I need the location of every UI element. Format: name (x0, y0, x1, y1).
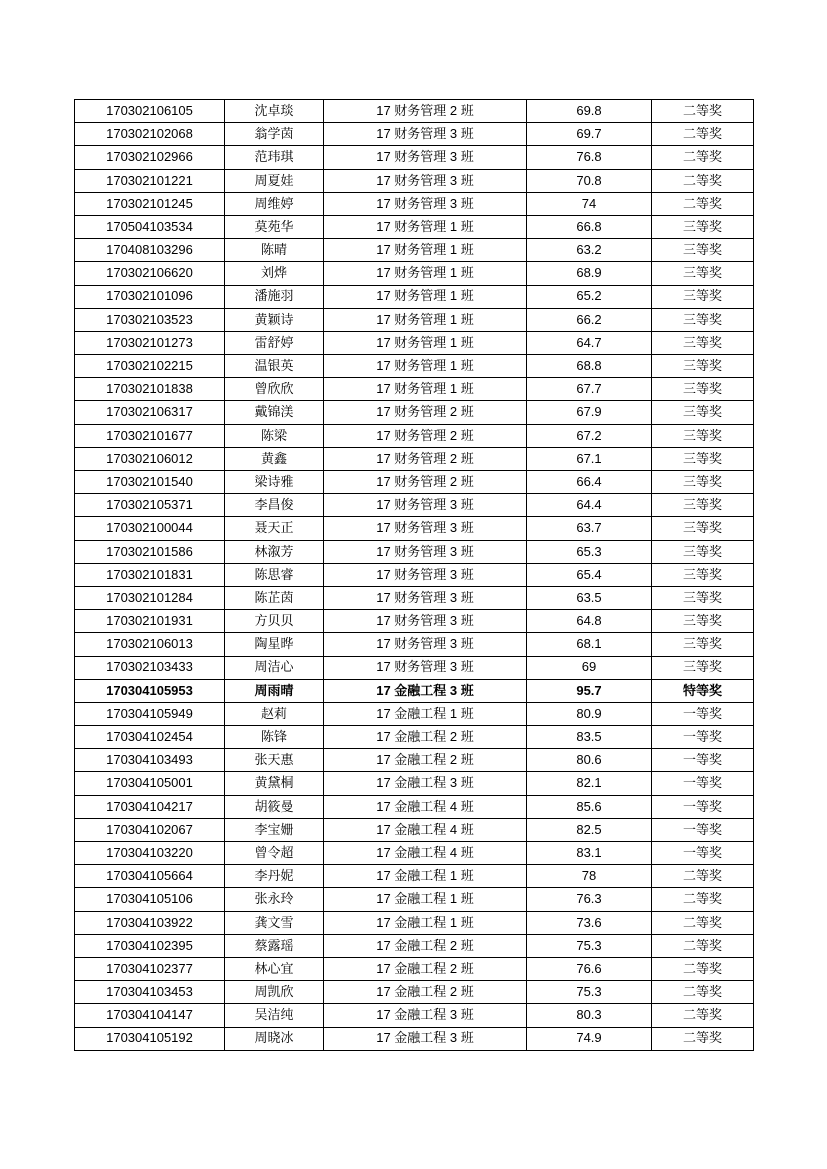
table-row (75, 842, 754, 865)
table-row (75, 308, 754, 331)
cell-student-id: 170302101245 (75, 192, 225, 215)
cell-award-level: 二等奖 (652, 911, 754, 934)
cell-award-level: 三等奖 (652, 401, 754, 424)
cell-award-level: 二等奖 (652, 934, 754, 957)
cell-score: 69.7 (527, 123, 652, 146)
cell-student-name: 梁诗雅 (225, 471, 324, 494)
table-row (75, 378, 754, 401)
cell-score: 68.9 (527, 262, 652, 285)
cell-student-name: 李宝姗 (225, 818, 324, 841)
cell-score: 66.2 (527, 308, 652, 331)
cell-score: 68.1 (527, 633, 652, 656)
cell-class-name: 17 金融工程 4 班 (324, 842, 527, 865)
cell-score: 75.3 (527, 981, 652, 1004)
cell-award-level: 特等奖 (652, 679, 754, 702)
cell-class-name: 17 财务管理 3 班 (324, 123, 527, 146)
cell-student-name: 林心宜 (225, 957, 324, 980)
cell-student-name: 陶星晔 (225, 633, 324, 656)
cell-student-name: 莫苑华 (225, 215, 324, 238)
cell-class-name: 17 财务管理 1 班 (324, 355, 527, 378)
cell-class-name: 17 金融工程 1 班 (324, 888, 527, 911)
table-row (75, 586, 754, 609)
cell-award-level: 一等奖 (652, 818, 754, 841)
table-row (75, 285, 754, 308)
cell-score: 74.9 (527, 1027, 652, 1050)
table-row (75, 656, 754, 679)
table-row (75, 888, 754, 911)
cell-award-level: 三等奖 (652, 656, 754, 679)
cell-award-level: 三等奖 (652, 563, 754, 586)
cell-award-level: 二等奖 (652, 888, 754, 911)
cell-student-id: 170302101284 (75, 586, 225, 609)
cell-student-name: 黄颖诗 (225, 308, 324, 331)
cell-class-name: 17 财务管理 3 班 (324, 192, 527, 215)
cell-class-name: 17 财务管理 1 班 (324, 378, 527, 401)
cell-award-level: 三等奖 (652, 471, 754, 494)
cell-score: 76.3 (527, 888, 652, 911)
cell-class-name: 17 财务管理 2 班 (324, 424, 527, 447)
table-row (75, 215, 754, 238)
cell-class-name: 17 金融工程 2 班 (324, 726, 527, 749)
cell-award-level: 二等奖 (652, 192, 754, 215)
cell-award-level: 一等奖 (652, 726, 754, 749)
cell-student-id: 170302102068 (75, 123, 225, 146)
table-row (75, 471, 754, 494)
table-row (75, 424, 754, 447)
table-row (75, 331, 754, 354)
cell-student-name: 周晓冰 (225, 1027, 324, 1050)
cell-student-name: 范玮琪 (225, 146, 324, 169)
cell-student-name: 陈思睿 (225, 563, 324, 586)
cell-student-name: 陈梁 (225, 424, 324, 447)
table-row (75, 865, 754, 888)
cell-award-level: 一等奖 (652, 772, 754, 795)
cell-score: 65.2 (527, 285, 652, 308)
cell-class-name: 17 财务管理 2 班 (324, 471, 527, 494)
cell-student-name: 曾欣欣 (225, 378, 324, 401)
table-row (75, 517, 754, 540)
cell-student-name: 方贝贝 (225, 610, 324, 633)
cell-award-level: 二等奖 (652, 1027, 754, 1050)
cell-student-name: 蔡露瑶 (225, 934, 324, 957)
cell-student-name: 翁学茵 (225, 123, 324, 146)
cell-student-id: 170504103534 (75, 215, 225, 238)
cell-class-name: 17 金融工程 3 班 (324, 772, 527, 795)
cell-score: 70.8 (527, 169, 652, 192)
table-row (75, 100, 754, 123)
table-row (75, 169, 754, 192)
cell-student-id: 170304103922 (75, 911, 225, 934)
table-row (75, 911, 754, 934)
cell-score: 65.3 (527, 540, 652, 563)
cell-score: 80.3 (527, 1004, 652, 1027)
cell-student-id: 170302106620 (75, 262, 225, 285)
cell-score: 78 (527, 865, 652, 888)
cell-student-id: 170302103433 (75, 656, 225, 679)
cell-student-name: 戴锦渼 (225, 401, 324, 424)
cell-score: 69 (527, 656, 652, 679)
cell-score: 73.6 (527, 911, 652, 934)
cell-score: 66.8 (527, 215, 652, 238)
cell-student-id: 170304103220 (75, 842, 225, 865)
table-row (75, 192, 754, 215)
cell-award-level: 一等奖 (652, 795, 754, 818)
cell-class-name: 17 财务管理 1 班 (324, 239, 527, 262)
cell-student-id: 170302106012 (75, 447, 225, 470)
cell-student-id: 170302101838 (75, 378, 225, 401)
cell-student-id: 170304105192 (75, 1027, 225, 1050)
cell-class-name: 17 财务管理 1 班 (324, 331, 527, 354)
cell-score: 74 (527, 192, 652, 215)
cell-student-id: 170302106105 (75, 100, 225, 123)
cell-student-id: 170302105371 (75, 494, 225, 517)
cell-class-name: 17 金融工程 3 班 (324, 1027, 527, 1050)
cell-student-name: 陈锋 (225, 726, 324, 749)
cell-student-id: 170304104147 (75, 1004, 225, 1027)
cell-award-level: 三等奖 (652, 610, 754, 633)
cell-score: 66.4 (527, 471, 652, 494)
cell-class-name: 17 财务管理 2 班 (324, 401, 527, 424)
cell-class-name: 17 财务管理 3 班 (324, 656, 527, 679)
cell-student-id: 170302101540 (75, 471, 225, 494)
cell-student-id: 170304103453 (75, 981, 225, 1004)
cell-class-name: 17 金融工程 2 班 (324, 981, 527, 1004)
cell-student-name: 黄黛桐 (225, 772, 324, 795)
cell-student-id: 170304105949 (75, 702, 225, 725)
cell-class-name: 17 财务管理 3 班 (324, 610, 527, 633)
cell-student-name: 陈芷茵 (225, 586, 324, 609)
cell-student-name: 赵莉 (225, 702, 324, 725)
cell-student-name: 雷舒婷 (225, 331, 324, 354)
cell-student-id: 170302101096 (75, 285, 225, 308)
table-row (75, 772, 754, 795)
cell-award-level: 三等奖 (652, 262, 754, 285)
cell-award-level: 三等奖 (652, 540, 754, 563)
table-row (75, 633, 754, 656)
cell-student-id: 170302102215 (75, 355, 225, 378)
cell-student-id: 170304102395 (75, 934, 225, 957)
table-row (75, 1027, 754, 1050)
table-row (75, 679, 754, 702)
cell-student-id: 170304105664 (75, 865, 225, 888)
cell-student-name: 刘烨 (225, 262, 324, 285)
cell-score: 63.5 (527, 586, 652, 609)
cell-award-level: 一等奖 (652, 702, 754, 725)
cell-student-id: 170304104217 (75, 795, 225, 818)
cell-class-name: 17 财务管理 3 班 (324, 169, 527, 192)
cell-class-name: 17 金融工程 1 班 (324, 702, 527, 725)
cell-score: 67.1 (527, 447, 652, 470)
table-row (75, 726, 754, 749)
table-row (75, 494, 754, 517)
table-row (75, 749, 754, 772)
cell-award-level: 三等奖 (652, 239, 754, 262)
table-row (75, 934, 754, 957)
cell-student-name: 李昌俊 (225, 494, 324, 517)
cell-class-name: 17 财务管理 3 班 (324, 633, 527, 656)
cell-score: 67.2 (527, 424, 652, 447)
table-row (75, 123, 754, 146)
cell-score: 63.2 (527, 239, 652, 262)
cell-score: 83.5 (527, 726, 652, 749)
cell-award-level: 二等奖 (652, 981, 754, 1004)
cell-score: 83.1 (527, 842, 652, 865)
cell-score: 82.1 (527, 772, 652, 795)
table-row (75, 401, 754, 424)
cell-student-name: 林溆芳 (225, 540, 324, 563)
cell-score: 68.8 (527, 355, 652, 378)
cell-award-level: 三等奖 (652, 355, 754, 378)
cell-student-id: 170302101831 (75, 563, 225, 586)
cell-student-name: 潘施羽 (225, 285, 324, 308)
table-row (75, 957, 754, 980)
cell-class-name: 17 财务管理 1 班 (324, 308, 527, 331)
cell-score: 64.4 (527, 494, 652, 517)
cell-score: 80.9 (527, 702, 652, 725)
cell-student-name: 周雨晴 (225, 679, 324, 702)
table-row (75, 563, 754, 586)
table-row (75, 447, 754, 470)
cell-student-name: 胡筱曼 (225, 795, 324, 818)
cell-score: 95.7 (527, 679, 652, 702)
cell-student-id: 170302106317 (75, 401, 225, 424)
cell-student-id: 170302101221 (75, 169, 225, 192)
cell-student-id: 170304105953 (75, 679, 225, 702)
cell-student-id: 170302103523 (75, 308, 225, 331)
table-row (75, 818, 754, 841)
cell-class-name: 17 财务管理 1 班 (324, 215, 527, 238)
cell-student-id: 170302101931 (75, 610, 225, 633)
cell-student-name: 温银英 (225, 355, 324, 378)
cell-student-id: 170302101273 (75, 331, 225, 354)
cell-score: 67.9 (527, 401, 652, 424)
table-row (75, 262, 754, 285)
cell-award-level: 二等奖 (652, 169, 754, 192)
cell-class-name: 17 财务管理 3 班 (324, 586, 527, 609)
table-row (75, 795, 754, 818)
cell-student-name: 黄鑫 (225, 447, 324, 470)
cell-award-level: 二等奖 (652, 865, 754, 888)
cell-score: 82.5 (527, 818, 652, 841)
table-body (75, 100, 754, 1051)
cell-student-name: 周维婷 (225, 192, 324, 215)
table-row (75, 1004, 754, 1027)
cell-score: 76.8 (527, 146, 652, 169)
cell-score: 64.7 (527, 331, 652, 354)
cell-class-name: 17 财务管理 2 班 (324, 100, 527, 123)
table-row (75, 355, 754, 378)
cell-award-level: 三等奖 (652, 378, 754, 401)
cell-class-name: 17 金融工程 2 班 (324, 934, 527, 957)
cell-class-name: 17 财务管理 2 班 (324, 447, 527, 470)
cell-class-name: 17 金融工程 2 班 (324, 749, 527, 772)
cell-award-level: 三等奖 (652, 517, 754, 540)
student-awards-table (74, 99, 754, 1051)
cell-class-name: 17 财务管理 3 班 (324, 494, 527, 517)
cell-award-level: 三等奖 (652, 215, 754, 238)
table-row (75, 981, 754, 1004)
cell-award-level: 三等奖 (652, 285, 754, 308)
cell-student-id: 170408103296 (75, 239, 225, 262)
cell-score: 75.3 (527, 934, 652, 957)
cell-score: 65.4 (527, 563, 652, 586)
cell-student-id: 170304105106 (75, 888, 225, 911)
cell-student-name: 吴洁纯 (225, 1004, 324, 1027)
cell-student-id: 170302106013 (75, 633, 225, 656)
cell-score: 69.8 (527, 100, 652, 123)
cell-student-name: 沈卓琰 (225, 100, 324, 123)
cell-student-name: 周夏娃 (225, 169, 324, 192)
cell-student-id: 170304103493 (75, 749, 225, 772)
cell-student-id: 170302101677 (75, 424, 225, 447)
cell-student-id: 170302102966 (75, 146, 225, 169)
table-row (75, 540, 754, 563)
cell-class-name: 17 金融工程 2 班 (324, 957, 527, 980)
cell-score: 80.6 (527, 749, 652, 772)
cell-class-name: 17 财务管理 3 班 (324, 517, 527, 540)
cell-award-level: 三等奖 (652, 331, 754, 354)
cell-class-name: 17 金融工程 4 班 (324, 818, 527, 841)
cell-class-name: 17 财务管理 1 班 (324, 262, 527, 285)
cell-class-name: 17 财务管理 3 班 (324, 146, 527, 169)
cell-student-name: 龚文雪 (225, 911, 324, 934)
cell-class-name: 17 财务管理 3 班 (324, 540, 527, 563)
table-row (75, 146, 754, 169)
cell-award-level: 三等奖 (652, 586, 754, 609)
table-row (75, 610, 754, 633)
cell-award-level: 一等奖 (652, 842, 754, 865)
cell-student-name: 聂天正 (225, 517, 324, 540)
cell-award-level: 三等奖 (652, 494, 754, 517)
cell-award-level: 二等奖 (652, 123, 754, 146)
cell-student-id: 170304102377 (75, 957, 225, 980)
cell-class-name: 17 金融工程 3 班 (324, 1004, 527, 1027)
cell-score: 64.8 (527, 610, 652, 633)
cell-score: 85.6 (527, 795, 652, 818)
cell-class-name: 17 金融工程 3 班 (324, 679, 527, 702)
cell-student-name: 李丹妮 (225, 865, 324, 888)
cell-award-level: 三等奖 (652, 633, 754, 656)
cell-student-name: 周洁心 (225, 656, 324, 679)
cell-score: 67.7 (527, 378, 652, 401)
cell-student-name: 陈晴 (225, 239, 324, 262)
cell-class-name: 17 财务管理 3 班 (324, 563, 527, 586)
cell-student-name: 张永玲 (225, 888, 324, 911)
cell-award-level: 二等奖 (652, 100, 754, 123)
cell-class-name: 17 金融工程 4 班 (324, 795, 527, 818)
table-row (75, 239, 754, 262)
cell-award-level: 三等奖 (652, 308, 754, 331)
cell-student-id: 170304102067 (75, 818, 225, 841)
cell-award-level: 二等奖 (652, 146, 754, 169)
cell-class-name: 17 财务管理 1 班 (324, 285, 527, 308)
cell-award-level: 二等奖 (652, 957, 754, 980)
cell-student-id: 170304105001 (75, 772, 225, 795)
cell-student-id: 170304102454 (75, 726, 225, 749)
cell-award-level: 一等奖 (652, 749, 754, 772)
cell-student-id: 170302100044 (75, 517, 225, 540)
cell-class-name: 17 金融工程 1 班 (324, 865, 527, 888)
cell-score: 63.7 (527, 517, 652, 540)
cell-student-id: 170302101586 (75, 540, 225, 563)
cell-class-name: 17 金融工程 1 班 (324, 911, 527, 934)
cell-award-level: 三等奖 (652, 424, 754, 447)
cell-student-name: 曾令超 (225, 842, 324, 865)
cell-award-level: 二等奖 (652, 1004, 754, 1027)
cell-student-name: 张天惠 (225, 749, 324, 772)
cell-score: 76.6 (527, 957, 652, 980)
cell-student-name: 周凯欣 (225, 981, 324, 1004)
table-row (75, 702, 754, 725)
cell-award-level: 三等奖 (652, 447, 754, 470)
